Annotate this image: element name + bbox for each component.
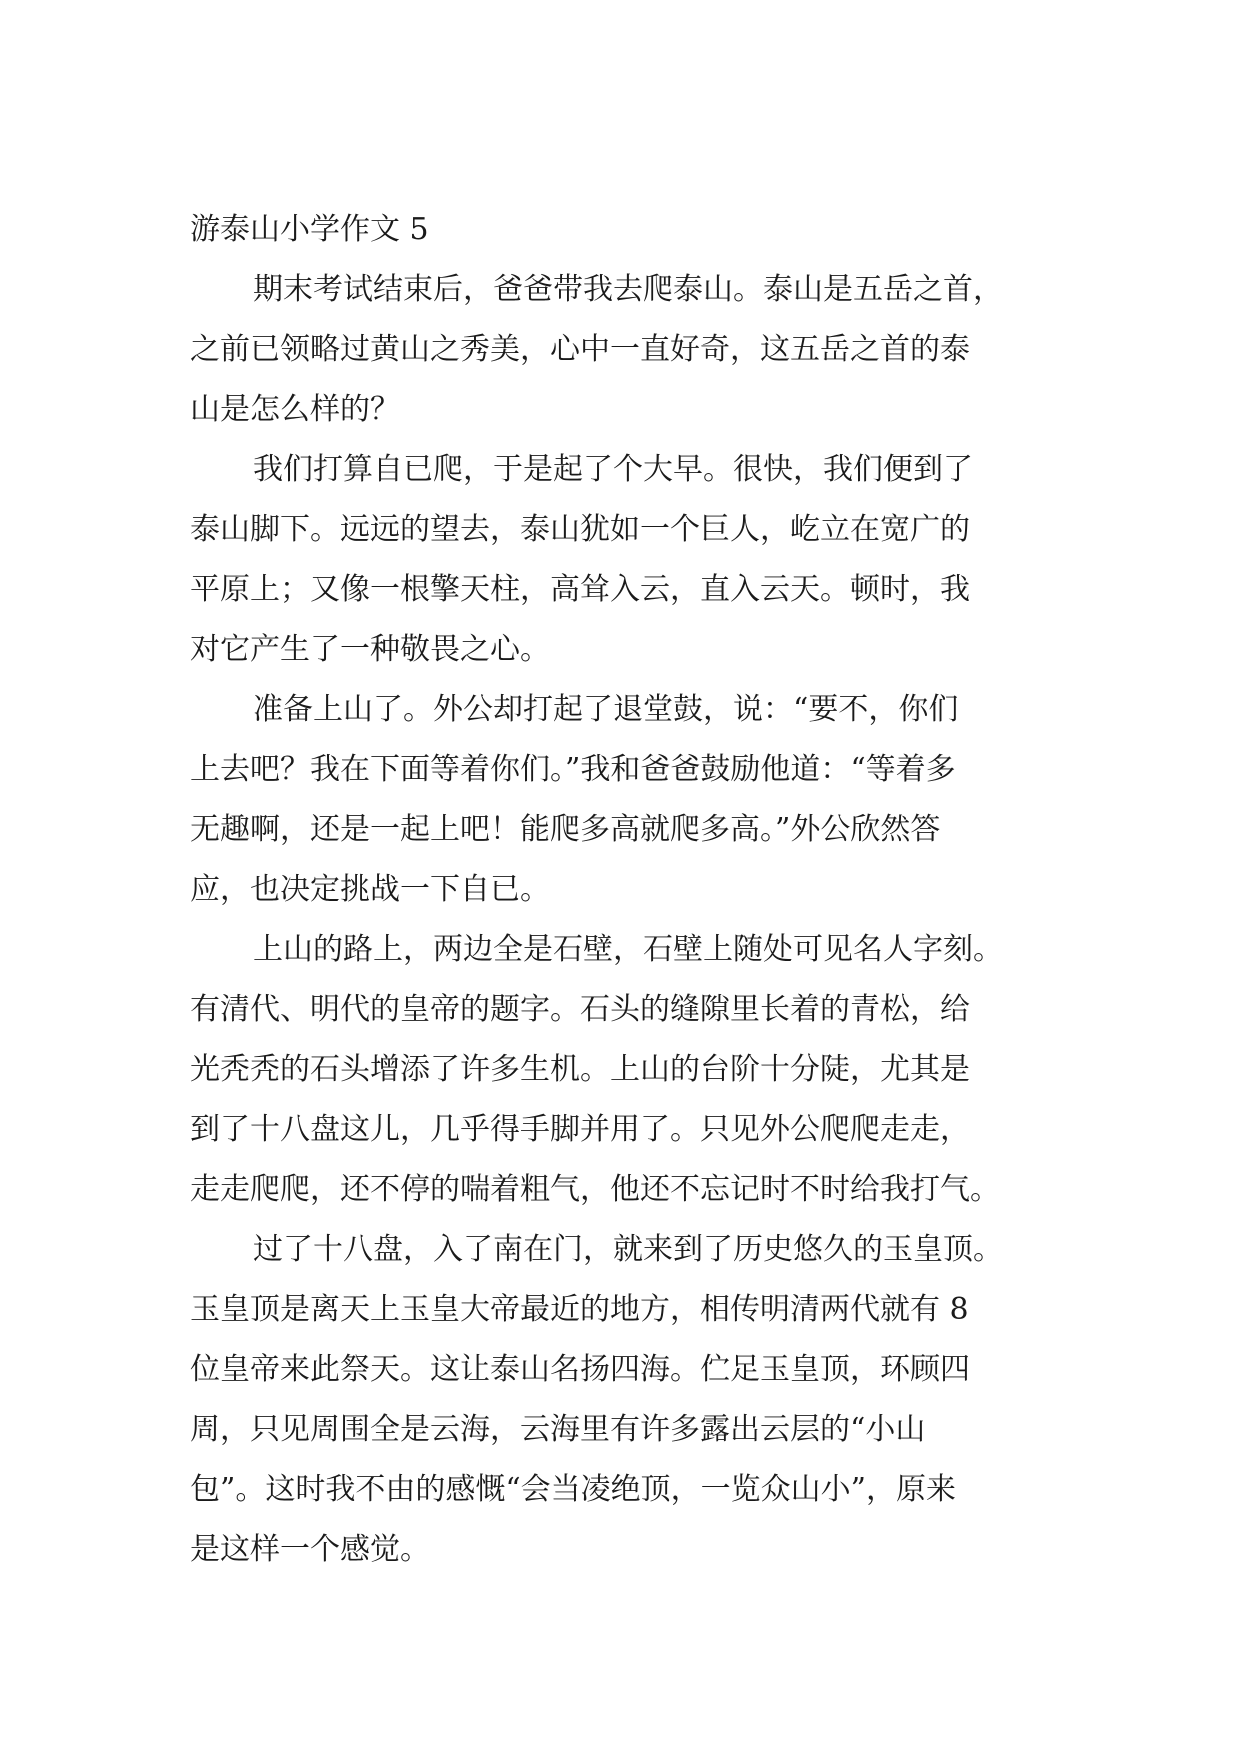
essay-line: 应，也决定挑战一下自已。 <box>190 872 550 907</box>
essay-title: 游泰山小学作文 5 <box>190 212 429 247</box>
essay-line: 泰山脚下。远远的望去，泰山犹如一个巨人，屹立在宽广的 <box>190 512 970 547</box>
essay-line: 包”。这时我不由的感慨“会当凌绝顶，一览众山小”，原来 <box>190 1472 957 1507</box>
essay-line: 光秃秃的石头增添了许多生机。上山的台阶十分陡，尤其是 <box>190 1052 970 1087</box>
essay-line: 对它产生了一种敬畏之心。 <box>190 632 550 667</box>
essay-line: 上去吧？我在下面等着你们。”我和爸爸鼓励他道：“等着多 <box>190 752 956 787</box>
essay-line: 平原上；又像一根擎天柱，高耸入云，直入云天。顿时，我 <box>190 572 970 607</box>
essay-line: 山是怎么样的？ <box>190 392 400 427</box>
essay-line: 上山的路上，两边全是石壁，石壁上随处可见名人字刻。 <box>253 932 1003 967</box>
essay-line: 有清代、明代的皇帝的题字。石头的缝隙里长着的青松，给 <box>190 992 970 1027</box>
essay-line: 无趣啊，还是一起上吧！能爬多高就爬多高。”外公欣然答 <box>190 812 941 847</box>
essay-line: 过了十八盘，入了南在门，就来到了历史悠久的玉皇顶。 <box>253 1232 1003 1267</box>
essay-line: 到了十八盘这儿，几乎得手脚并用了。只见外公爬爬走走， <box>190 1112 970 1147</box>
essay-line: 期末考试结束后，爸爸带我去爬泰山。泰山是五岳之首， <box>253 272 1003 307</box>
essay-line: 是这样一个感觉。 <box>190 1532 430 1567</box>
essay-line: 周，只见周围全是云海，云海里有许多露出云层的“小山 <box>190 1412 926 1447</box>
essay-line: 走走爬爬，还不停的喘着粗气，他还不忘记时不时给我打气。 <box>190 1172 1000 1207</box>
essay-line: 玉皇顶是离天上玉皇大帝最近的地方，相传明清两代就有 8 <box>190 1292 969 1327</box>
essay-line: 之前已领略过黄山之秀美，心中一直好奇，这五岳之首的泰 <box>190 332 970 367</box>
essay-paragraphs <box>190 260 1070 1580</box>
essay-line: 我们打算自已爬，于是起了个大早。很快，我们便到了 <box>253 452 973 487</box>
essay-line: 准备上山了。外公却打起了退堂鼓，说：“要不，你们 <box>253 692 959 727</box>
essay-line: 位皇帝来此祭天。这让泰山名扬四海。伫足玉皇顶，环顾四 <box>190 1352 970 1387</box>
essay-body <box>190 200 1070 1580</box>
